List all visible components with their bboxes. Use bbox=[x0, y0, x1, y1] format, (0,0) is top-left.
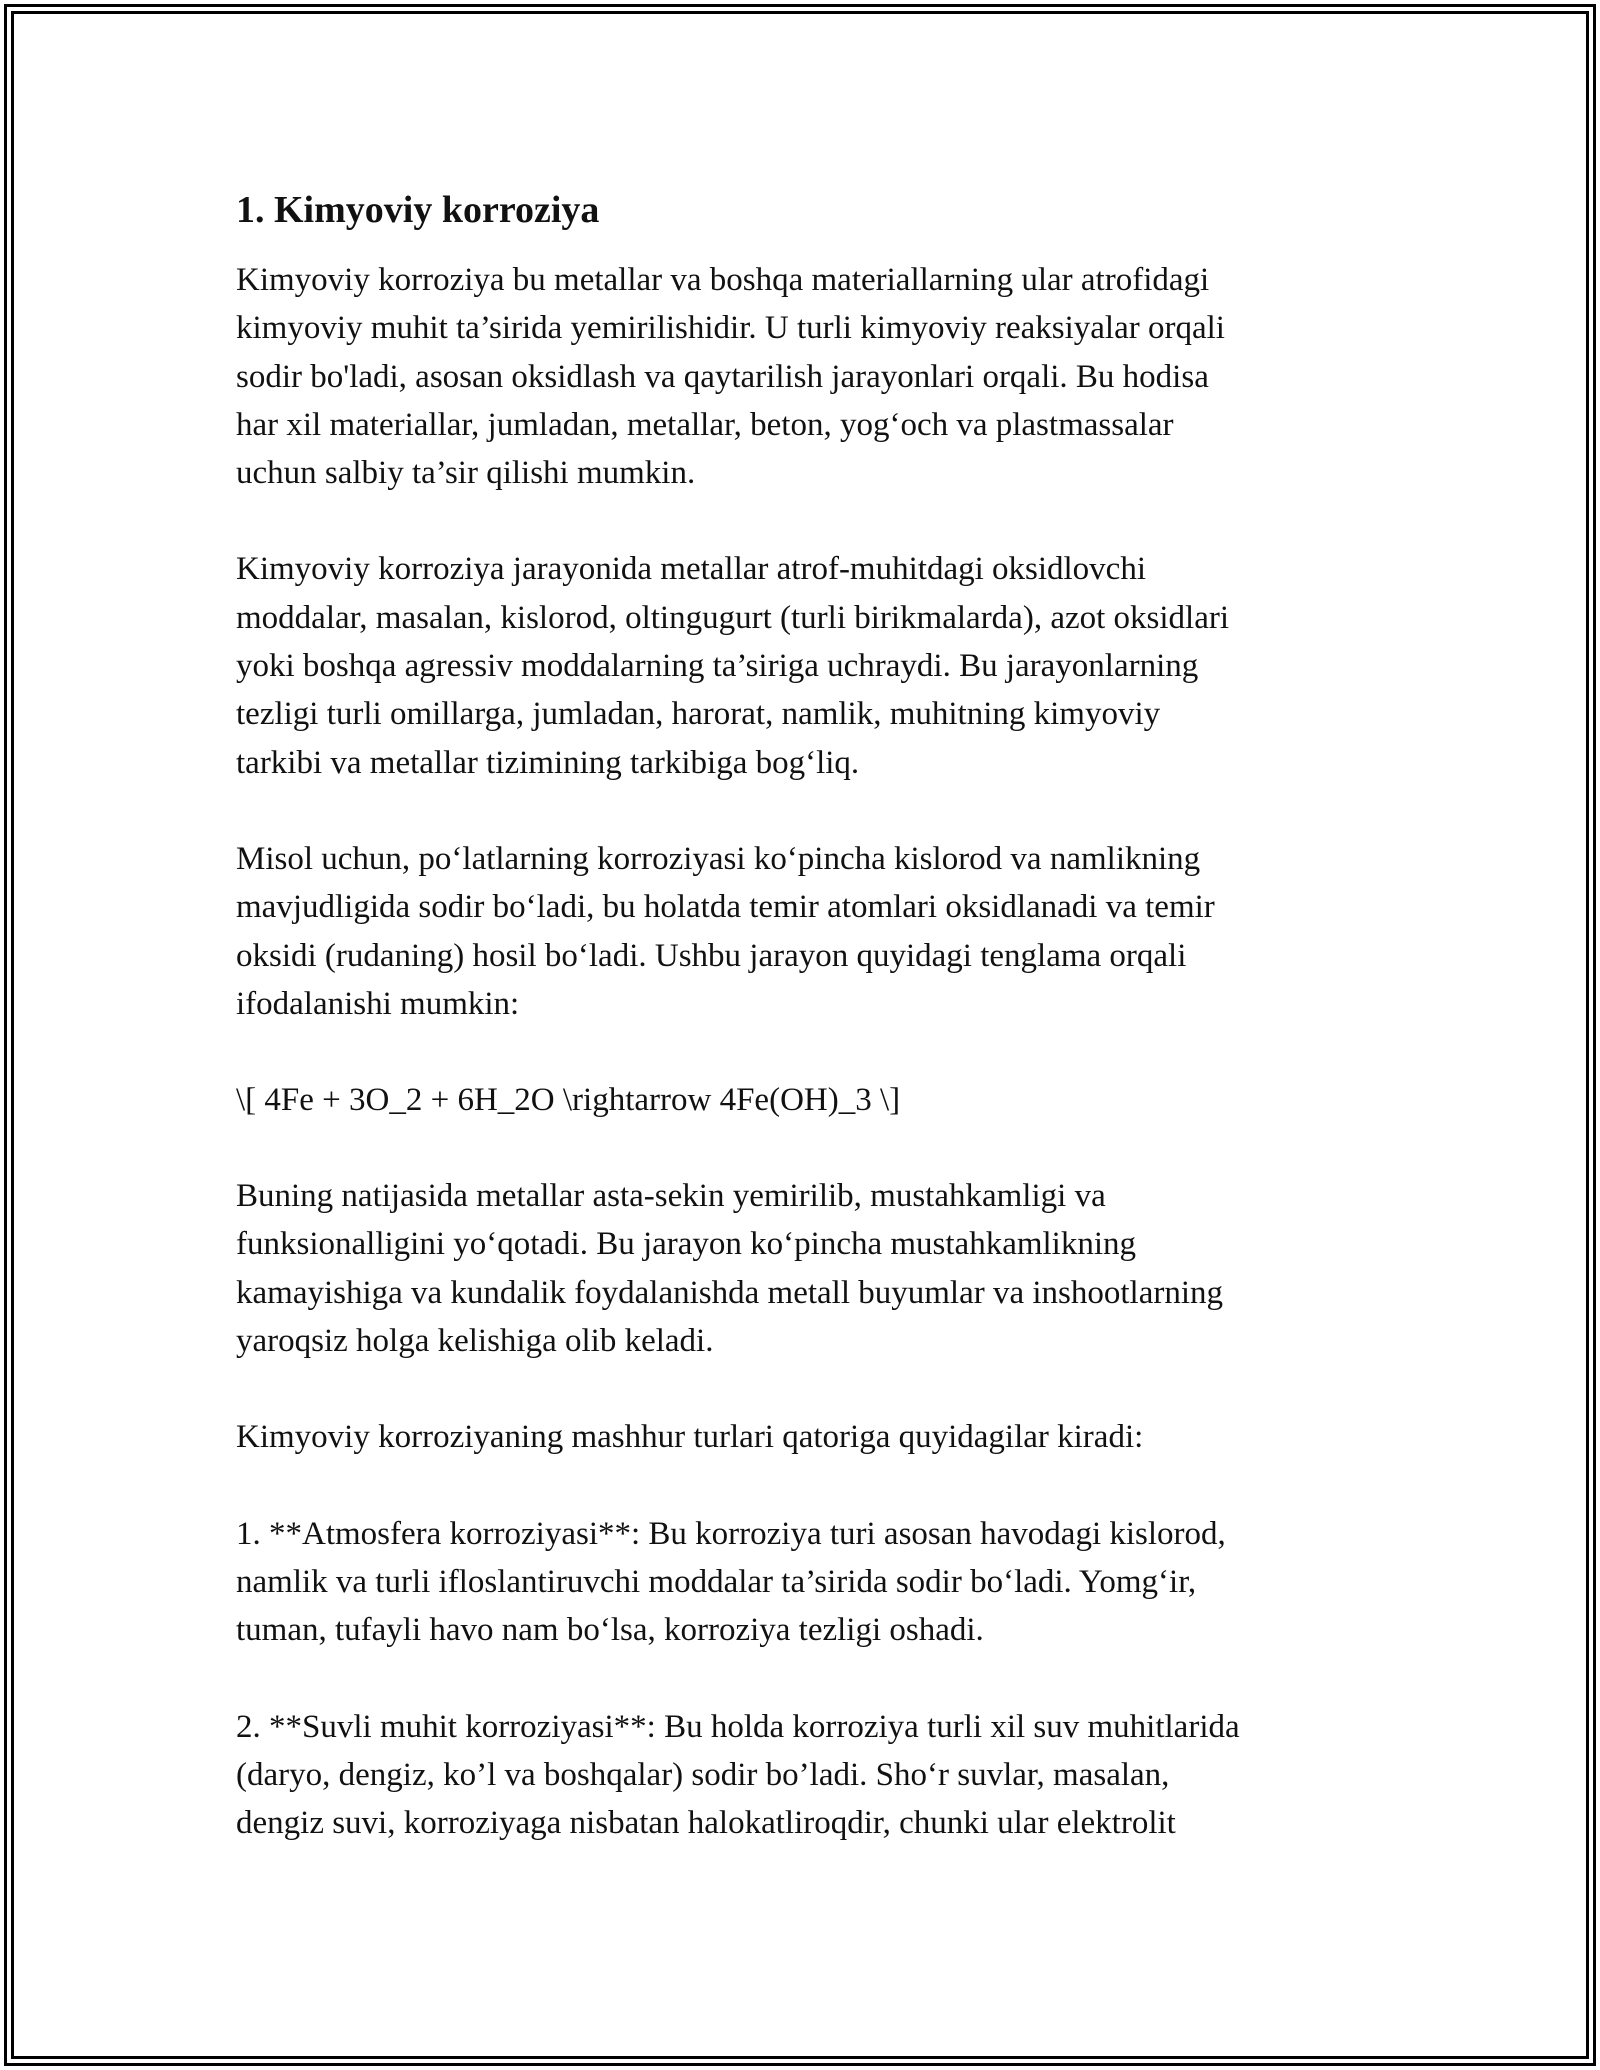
text-line: har xil materiallar, jumladan, metallar, beton, yog‘och va plastmassalar bbox=[236, 406, 1174, 443]
text-line: funksionalligini yo‘qotadi. Bu jarayon ko‘pincha mustahkamlikning bbox=[236, 1226, 1137, 1263]
paragraph-example bbox=[236, 835, 1376, 1028]
list-item-aqueous bbox=[236, 1703, 1376, 1848]
text-line: Kimyoviy korroziyaning mashhur turlari qatoriga quyidagilar kiradi: bbox=[236, 1419, 1144, 1456]
text-line: ifodalanishi mumkin: bbox=[236, 985, 520, 1022]
text-line: kimyoviy muhit ta’sirida yemirilishidir. U turli kimyoviy reaksiyalar orqali bbox=[236, 310, 1225, 347]
paragraph-process bbox=[236, 545, 1376, 786]
text-line: Buning natijasida metallar asta-sekin yemirilib, mustahkamligi va bbox=[236, 1178, 1106, 1215]
text-line: moddalar, masalan, kislorod, oltingugurt (turli birikmalarda), azot oksidlari bbox=[236, 599, 1230, 636]
text-line: (daryo, dengiz, ko’l va boshqalar) sodir bo’ladi. Sho‘r suvlar, masalan, bbox=[236, 1756, 1170, 1793]
list-item-atmospheric bbox=[236, 1510, 1376, 1655]
text-line: sodir bo'ladi, asosan oksidlash va qaytarilish jarayonlari orqali. Bu hodisa bbox=[236, 358, 1209, 395]
text-line: uchun salbiy ta’sir qilishi mumkin. bbox=[236, 455, 696, 492]
text-line: tezligi turli omillarga, jumladan, harorat, namlik, muhitning kimyoviy bbox=[236, 696, 1161, 733]
text-line: oksidi (rudaning) hosil bo‘ladi. Ushbu jarayon quyidagi tenglama orqali bbox=[236, 937, 1187, 974]
text-line: yoki boshqa agressiv moddalarning ta’siriga uchraydi. Bu jarayonlarning bbox=[236, 648, 1199, 685]
text-line: tuman, tufayli havo nam bo‘lsa, korroziya tezligi oshadi. bbox=[236, 1612, 984, 1649]
equation-text: \[ 4Fe + 3O_2 + 6H_2O \rightarrow 4Fe(OH)_3 \] bbox=[236, 1082, 901, 1119]
document-body bbox=[236, 186, 1376, 1895]
text-line: namlik va turli ifloslantiruvchi moddalar ta’sirida sodir bo‘ladi. Yomg‘ir, bbox=[236, 1563, 1197, 1600]
text-line: dengiz suvi, korroziyaga nisbatan halokatliroqdir, chunki ular elektrolit bbox=[236, 1805, 1176, 1842]
paragraph-consequence bbox=[236, 1172, 1376, 1365]
text-line: mavjudligida sodir bo‘ladi, bu holatda temir atomlari oksidlanadi va temir bbox=[236, 889, 1215, 926]
text-line: tarkibi va metallar tizimining tarkibiga bog‘liq. bbox=[236, 744, 860, 781]
text-line: kamayishiga va kundalik foydalanishda metall buyumlar va inshootlarning bbox=[236, 1274, 1224, 1311]
section-heading: 1. Kimyoviy korroziya bbox=[236, 189, 600, 231]
paragraph-intro bbox=[236, 256, 1376, 497]
text-line: Kimyoviy korroziya jarayonida metallar atrof-muhitdagi oksidlovchi bbox=[236, 551, 1146, 588]
equation-line bbox=[236, 1076, 1376, 1124]
text-line: Kimyoviy korroziya bu metallar va boshqa materiallarning ular atrofidagi bbox=[236, 262, 1210, 298]
paragraph-types-intro bbox=[236, 1413, 1376, 1461]
text-line: 1. **Atmosfera korroziyasi**: Bu korroziya turi asosan havodagi kislorod, bbox=[236, 1515, 1226, 1552]
text-line: Misol uchun, po‘latlarning korroziyasi ko‘pincha kislorod va namlikning bbox=[236, 840, 1201, 877]
text-line: yaroqsiz holga kelishiga olib keladi. bbox=[236, 1323, 714, 1360]
text-line: 2. **Suvli muhit korroziyasi**: Bu holda korroziya turli xil suv muhitlarida bbox=[236, 1708, 1240, 1745]
